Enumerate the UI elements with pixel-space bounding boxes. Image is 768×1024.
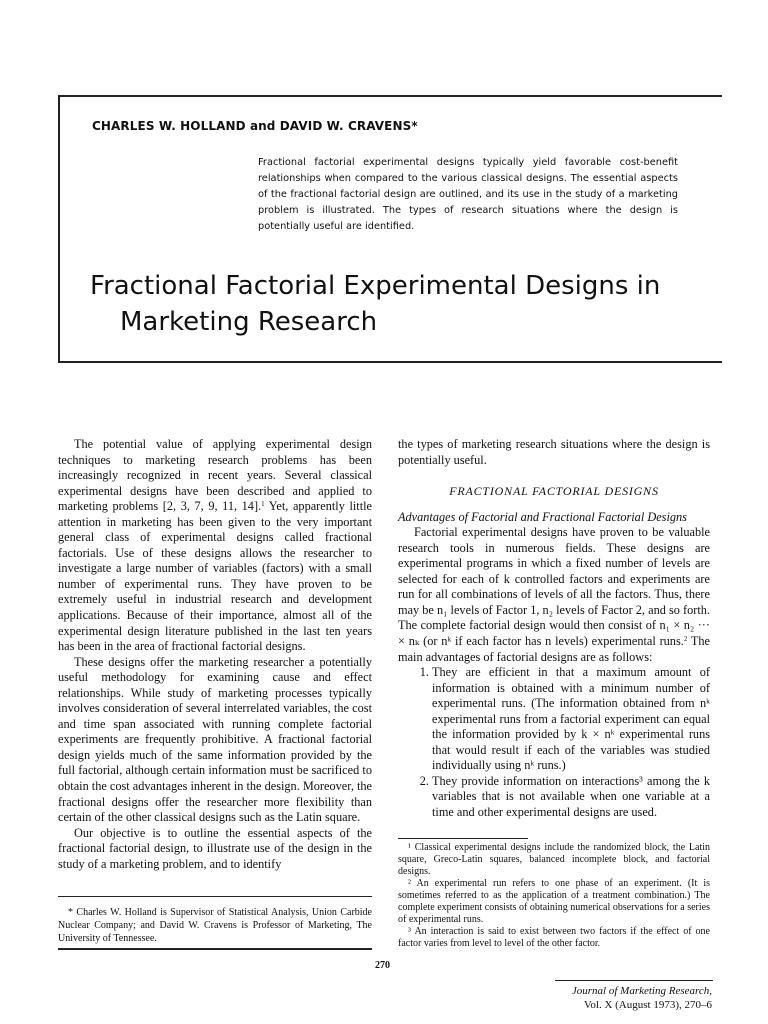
list-item: 1. They are efficient in that a maximum amount of information is obtained with a minimum number of experimental runs. (The information obtained from nᵏ experimental runs from a factorial experiment can equal the information provided by k × nᵏ experimental runs that would result if each of the variables was studied individually using nᵏ runs.) [432,665,710,774]
title-line-2: Marketing Research [120,307,378,337]
paragraph-factorial [398,525,710,665]
abstract: Fractional factorial experimental designs typically yield favorable cost-benefit relationships when compared to the various classical designs. The essential aspects of the fractional factorial design are outlined, and its use in the study of a marketing problem is illustrated. The types of research situations where the design is potentially useful are identified. [258,157,678,232]
paragraph-methodology: These designs offer the marketing researcher a potentially useful methodology for examining cause and effect relationships. While study of marketing processes typically involves consideration of several interrelated variables, the cost and time span associated with running complete factorial experiments are frequently prohibitive. A fractional factorial design yields much of the same information provided by the full factorial, although certain information must be sacrificed to obtain the cost advantages inherent in the design. Moreover, the fractional designs offer the researcher more flexibility than certain of the other classical designs such as the Latin square. [58,654,373,825]
subsection-heading: Advantages of Factorial and Fractional Factorial Designs [398,509,687,524]
section-heading: FRACTIONAL FACTORIAL DESIGNS [449,484,659,499]
footnote-ref-1: 1 [261,500,265,509]
advantages-list [398,665,710,820]
paragraph-objective: Our objective is to outline the essential aspects of the fractional factorial design, to illustrate use of the design in the study of a marketing problem, and to identify [58,825,372,871]
paragraph-continuation: the types of marketing research situations where the design is potentially useful. [398,437,710,467]
list-item: 2. They provide information on interactions³ among the k variables that is not available when one variable at a time and other experimental designs are used. [432,774,710,821]
article-title [90,268,700,340]
paragraph-factorial-text-a: Factorial experimental designs have proven to be valuable research tools in numerous fields. These designs are experimental programs in which a fixed number of levels are selected for each of k controlled factors and experiments are run for all combinations of levels of all the factors. Thus, there may be n₁ levels of Factor 1, n₂ levels of Factor 2, and so forth. The complete factorial design would then consist of n₁ × n₂ ··· × nₖ (or nᵏ if each factor has n levels) experimental runs. [398,525,710,649]
footnote-ref-2: 2 [683,635,688,644]
body-column-right [398,437,710,821]
bottom-rule-left [58,948,372,950]
journal-citation [540,984,712,1012]
footnote-2: ² An experimental run refers to one phase of an experiment. (It is sometimes referred to as the application of a treatment combination.) The complete experiment consists of obtaining numerical observations for a series of experimental runs. [398,878,710,925]
footnote-3: ³ An interaction is said to exist between two factors if the effect of one factor varies from level to level of the other factor. [398,926,710,949]
paragraph-intro-text-b: Yet, apparently little attention in marketing has been given to the very important general class of experimental designs called fractional factorials. Use of these designs allows the researcher to investigate a large number of variables (factors) with a small number of experimental runs. They have proven to be extremely useful in industrial research and development applications. Because of their importance, almost all of the experimental design literature published in the last ten years has been in the area of fractional factorial designs. [58,499,372,654]
footnote-1: ¹ Classical experimental designs include the randomized block, the Latin square, Greco-Latin squares, balanced incomplete block, and factorial designs. [398,842,710,877]
author-footnote [58,906,372,945]
footnote-divider-right [398,838,528,839]
body-column-left [58,437,372,872]
paragraph-intro [58,437,372,655]
footnote-divider-left [58,896,372,897]
journal-name: Journal of Marketing Research, [571,985,712,997]
journal-issue: Vol. X (August 1973), 270–6 [583,999,712,1011]
page-number: 270 [375,960,390,971]
paragraph-factorial-text-b: The main advantages of factorial designs are as follows: [398,634,710,664]
title-line-1: Fractional Factorial Experimental Designs in [90,271,661,301]
author-footnote-text: * Charles W. Holland is Supervisor of Statistical Analysis, Union Carbide Nuclear Company; and David W. Cravens is Professor of Marketing, The University of Tennessee. [58,907,372,944]
journal-rule [555,980,713,981]
author-names: CHARLES W. HOLLAND and DAVID W. CRAVENS* [92,119,418,133]
paragraph-intro-text-a: The potential value of applying experimental design techniques to marketing research problems has been increasingly recognized in recent years. Several classical experimental designs have been described and applied to marketing problems [2, 3, 7, 9, 11, 14]. [58,437,372,514]
footnotes [398,842,710,950]
